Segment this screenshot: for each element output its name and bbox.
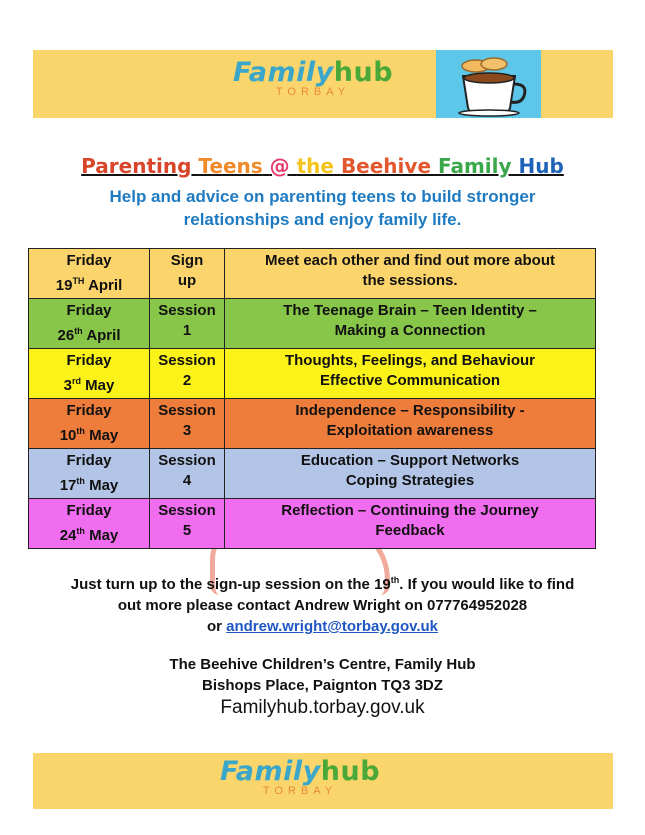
contact-info: Just turn up to the sign-up session on the 19th. If you would like to find out more please contact Andrew Wright on 077764952028 or andrew.wright@torbay.gov.uk: [20, 570, 625, 637]
logo-family-text: Family: [232, 57, 334, 88]
logo-family-text: Family: [219, 756, 321, 787]
session-cell: Session 3: [150, 399, 225, 449]
subtitle-line: relationships and enjoy family life.: [183, 210, 462, 229]
page-title: [0, 152, 645, 180]
topic-cell: The Teenage Brain – Teen Identity – Making a Connection: [225, 299, 596, 349]
address-line: The Beehive Children’s Centre, Family Hub: [169, 656, 476, 673]
website-text: Familyhub.torbay.gov.uk: [220, 697, 425, 718]
topic-cell: Education – Support Networks Coping Strategies: [225, 449, 596, 499]
date-cell: Friday 3rd May: [29, 349, 150, 399]
session-cell: Sign up: [150, 249, 225, 299]
logo-hub-text: hub: [320, 756, 381, 787]
address-line: Bishops Place, Paignton TQ3 3DZ: [202, 677, 443, 694]
schedule-row: [29, 249, 596, 299]
familyhub-logo: [215, 757, 385, 797]
title-word: Family: [437, 154, 512, 178]
title-word: Parenting: [81, 154, 192, 178]
address-block: [0, 654, 645, 696]
footer-banner: [33, 753, 613, 809]
logo-torbay-text: TORBAY: [262, 785, 338, 797]
date-cell: Friday 24th May: [29, 499, 150, 549]
logo-torbay-text: TORBAY: [275, 86, 351, 98]
title-word: Hub: [518, 154, 564, 178]
session-cell: Session 2: [150, 349, 225, 399]
email-link[interactable]: andrew.wright@torbay.gov.uk: [226, 618, 439, 635]
contact-phone-line: out more please contact Andrew Wright on 077764952028: [117, 597, 528, 614]
date-cell: Friday 17th May: [29, 449, 150, 499]
title-word: Beehive: [340, 154, 432, 178]
schedule-row: [29, 499, 596, 549]
schedule-row: [29, 349, 596, 399]
logo-hub-text: hub: [333, 57, 394, 88]
session-cell: Session 5: [150, 499, 225, 549]
subtitle-line: Help and advice on parenting teens to build stronger: [109, 187, 536, 206]
header-banner: [33, 50, 613, 118]
session-cell: Session 1: [150, 299, 225, 349]
topic-cell: Independence – Responsibility - Exploitation awareness: [225, 399, 596, 449]
schedule-row: [29, 399, 596, 449]
schedule-row: [29, 449, 596, 499]
subtitle: [40, 185, 605, 231]
date-cell: Friday 19TH April: [29, 249, 150, 299]
familyhub-logo: [228, 58, 398, 98]
schedule-row: [29, 299, 596, 349]
session-cell: Session 4: [150, 449, 225, 499]
title-word: Teens: [198, 154, 263, 178]
topic-cell: Thoughts, Feelings, and Behaviour Effective Communication: [225, 349, 596, 399]
coffee-cup-icon: [436, 50, 541, 118]
schedule-table: [28, 248, 596, 549]
date-cell: Friday 26th April: [29, 299, 150, 349]
title-word: the: [296, 154, 334, 178]
topic-cell: Meet each other and find out more about the sessions.: [225, 249, 596, 299]
topic-cell: Reflection – Continuing the Journey Feedback: [225, 499, 596, 549]
date-cell: Friday 10th May: [29, 399, 150, 449]
title-word: @: [269, 154, 290, 178]
